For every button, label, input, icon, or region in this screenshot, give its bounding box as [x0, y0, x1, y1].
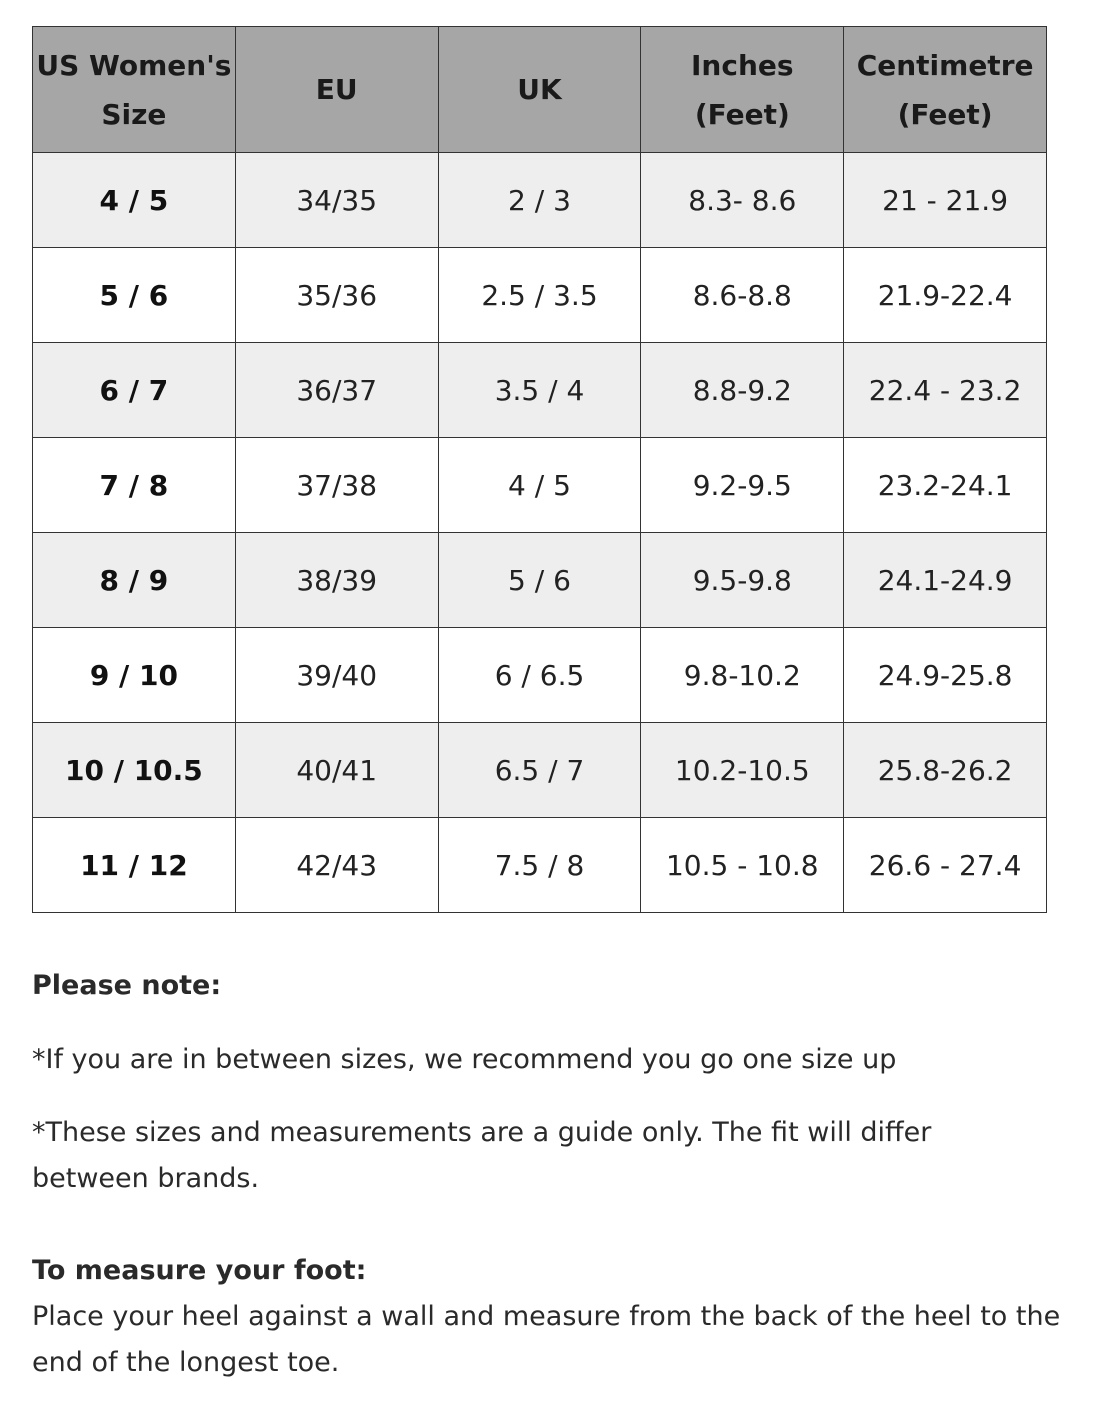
header-centimetre [844, 27, 1047, 153]
centimetre-cell: 26.6 - 27.4 [844, 818, 1047, 913]
header-uk [438, 27, 641, 153]
centimetre-cell: 22.4 - 23.2 [844, 343, 1047, 438]
eu-cell: 35/36 [235, 248, 438, 343]
note-guide-only-line1: *These sizes and measurements are a guide only. The fit will differ [32, 1117, 932, 1148]
table-row [33, 248, 1047, 343]
header-line: US Women's [36, 48, 232, 82]
us-size-cell: 5 / 6 [33, 248, 236, 343]
table-row [33, 818, 1047, 913]
uk-cell: 4 / 5 [438, 438, 641, 533]
centimetre-cell: 25.8-26.2 [844, 723, 1047, 818]
centimetre-cell: 23.2-24.1 [844, 438, 1047, 533]
table-header-row [33, 27, 1047, 153]
us-size-cell: 8 / 9 [33, 533, 236, 628]
eu-cell: 39/40 [235, 628, 438, 723]
eu-cell: 38/39 [235, 533, 438, 628]
header-line: (Feet) [897, 97, 993, 131]
us-size-cell: 4 / 5 [33, 153, 236, 248]
table-row [33, 628, 1047, 723]
eu-cell: 36/37 [235, 343, 438, 438]
eu-cell: 40/41 [235, 723, 438, 818]
inches-cell: 8.3- 8.6 [641, 153, 844, 248]
inches-cell: 9.8-10.2 [641, 628, 844, 723]
us-size-cell: 11 / 12 [33, 818, 236, 913]
table-row [33, 723, 1047, 818]
header-eu [235, 27, 438, 153]
uk-cell: 7.5 / 8 [438, 818, 641, 913]
table-row [33, 343, 1047, 438]
inches-cell: 9.2-9.5 [641, 438, 844, 533]
us-size-cell: 9 / 10 [33, 628, 236, 723]
us-size-cell: 7 / 8 [33, 438, 236, 533]
table-row [33, 153, 1047, 248]
uk-cell: 5 / 6 [438, 533, 641, 628]
measure-instructions-line2: end of the longest toe. [32, 1347, 340, 1378]
centimetre-cell: 21 - 21.9 [844, 153, 1047, 248]
us-size-cell: 10 / 10.5 [33, 723, 236, 818]
inches-cell: 8.8-9.2 [641, 343, 844, 438]
inches-cell: 10.2-10.5 [641, 723, 844, 818]
uk-cell: 2 / 3 [438, 153, 641, 248]
inches-cell: 8.6-8.8 [641, 248, 844, 343]
table-row [33, 533, 1047, 628]
header-line: Centimetre [856, 48, 1034, 82]
header-line: UK [517, 73, 562, 106]
centimetre-cell: 24.1-24.9 [844, 533, 1047, 628]
header-inches [641, 27, 844, 153]
eu-cell: 42/43 [235, 818, 438, 913]
eu-cell: 34/35 [235, 153, 438, 248]
uk-cell: 2.5 / 3.5 [438, 248, 641, 343]
uk-cell: 6.5 / 7 [438, 723, 641, 818]
notes-section [32, 965, 1082, 1386]
inches-cell: 10.5 - 10.8 [641, 818, 844, 913]
measure-foot-heading: To measure your foot: [32, 1255, 367, 1286]
us-size-cell: 6 / 7 [33, 343, 236, 438]
size-chart-table [32, 26, 1047, 913]
table-body [33, 153, 1047, 913]
note-between-sizes: *If you are in between sizes, we recommend you go one size up [32, 1044, 897, 1075]
inches-cell: 9.5-9.8 [641, 533, 844, 628]
note-guide-only-line2: between brands. [32, 1163, 260, 1194]
centimetre-cell: 24.9-25.8 [844, 628, 1047, 723]
header-line: Size [101, 97, 167, 131]
centimetre-cell: 21.9-22.4 [844, 248, 1047, 343]
uk-cell: 3.5 / 4 [438, 343, 641, 438]
uk-cell: 6 / 6.5 [438, 628, 641, 723]
measure-instructions-line1: Place your heel against a wall and measure from the back of the heel to the [32, 1301, 1061, 1332]
table-row [33, 438, 1047, 533]
eu-cell: 37/38 [235, 438, 438, 533]
header-line: (Feet) [694, 97, 790, 131]
header-line: Inches [691, 48, 794, 82]
please-note-heading: Please note: [32, 970, 222, 1001]
header-us-womens-size [33, 27, 236, 153]
header-line: EU [315, 73, 358, 106]
